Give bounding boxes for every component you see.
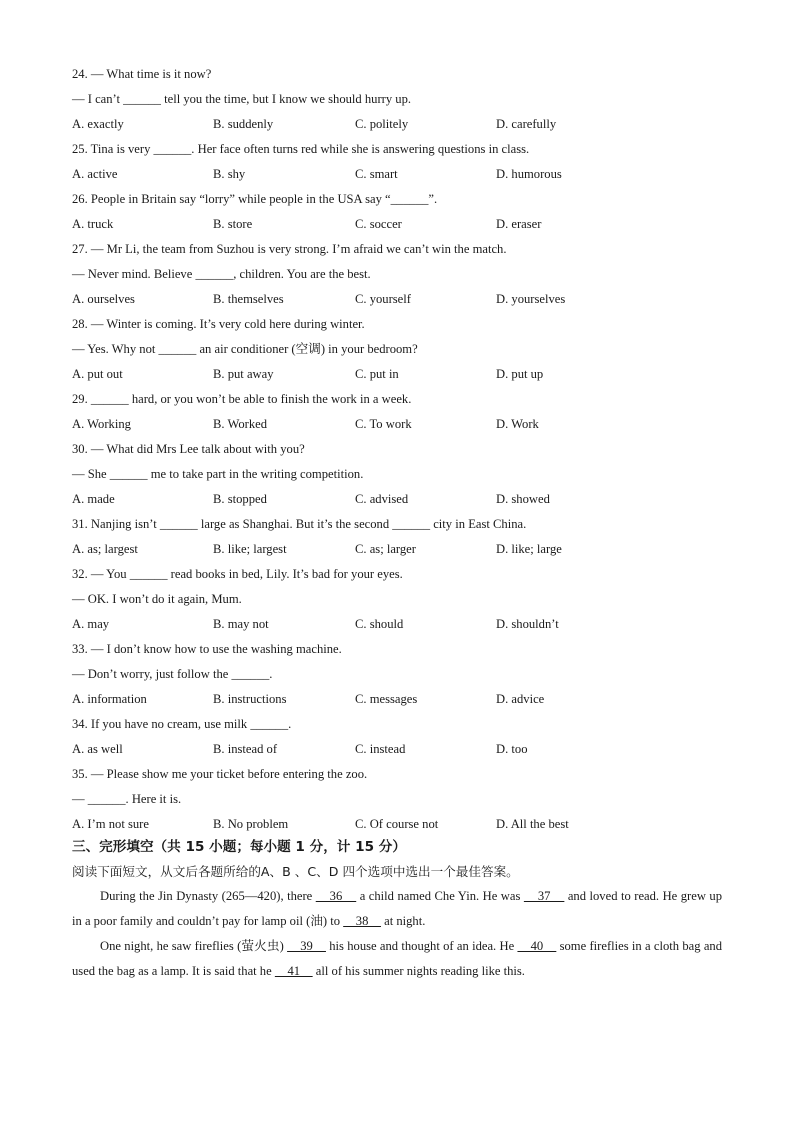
question-35-stem: 35. — Please show me your ticket before entering the zoo. <box>72 767 368 781</box>
blank-39[interactable]: 39 <box>287 939 326 953</box>
option-c[interactable]: C. messages <box>355 692 418 706</box>
option-a[interactable]: A. information <box>72 692 147 706</box>
question-35-reply: — ______. Here it is. <box>72 792 182 806</box>
option-d[interactable]: D. carefully <box>496 117 557 131</box>
passage-text: at night. <box>380 914 426 928</box>
question-27-stem: 27. — Mr Li, the team from Suzhou is very strong. I’m afraid we can’t win the match. <box>72 242 507 256</box>
option-a[interactable]: A. as well <box>72 742 123 756</box>
option-a[interactable]: A. made <box>72 492 115 506</box>
passage-paragraph-1 <box>72 884 722 934</box>
question-33-stem: 33. — I don’t know how to use the washing machine. <box>72 642 342 656</box>
question-32-reply: — OK. I won’t do it again, Mum. <box>72 592 242 606</box>
passage-text: One night, he saw fireflies (萤火虫) <box>100 939 288 953</box>
option-c[interactable]: C. smart <box>355 167 398 181</box>
option-d[interactable]: D. showed <box>496 492 550 506</box>
question-32-stem: 32. — You ______ read books in bed, Lily. It’s bad for your eyes. <box>72 567 403 581</box>
passage-paragraph-2 <box>72 934 722 984</box>
option-c[interactable]: C. put in <box>355 367 399 381</box>
option-a[interactable]: A. may <box>72 617 110 631</box>
option-b[interactable]: B. Worked <box>213 417 268 431</box>
option-b[interactable]: B. shy <box>213 167 246 181</box>
passage-text: During the Jin Dynasty (265—420), there <box>100 889 316 903</box>
option-d[interactable]: D. All the best <box>496 817 569 831</box>
option-a[interactable]: A. truck <box>72 217 114 231</box>
cloze-passage <box>72 884 722 984</box>
option-c[interactable]: C. as; larger <box>355 542 416 556</box>
option-b[interactable]: B. like; largest <box>213 542 287 556</box>
option-d[interactable]: D. like; large <box>496 542 562 556</box>
option-a[interactable]: A. Working <box>72 417 131 431</box>
blank-40[interactable]: 40 <box>517 939 557 953</box>
question-29-stem: 29. ______ hard, or you won’t be able to finish the work in a week. <box>72 392 412 406</box>
blank-37[interactable]: 37 <box>523 889 565 903</box>
passage-text: and loved to read. He grew up in a poor family and couldn’t pay for lamp oil (油) to <box>72 889 722 928</box>
option-b[interactable]: B. suddenly <box>213 117 274 131</box>
question-24-stem: 24. — What time is it now? <box>72 67 212 81</box>
option-d[interactable]: D. yourselves <box>496 292 566 306</box>
option-c[interactable]: C. soccer <box>355 217 402 231</box>
option-c[interactable]: C. should <box>355 617 404 631</box>
question-30-options <box>72 491 732 507</box>
option-d[interactable]: D. put up <box>496 367 544 381</box>
question-31-options <box>72 541 732 557</box>
passage-text: all of his summer nights reading like this. <box>312 964 525 978</box>
question-34-stem: 34. If you have no cream, use milk ______. <box>72 717 292 731</box>
option-b[interactable]: B. store <box>213 217 253 231</box>
blank-36[interactable]: 36 <box>315 889 357 903</box>
option-b[interactable]: B. stopped <box>213 492 267 506</box>
passage-text: a child named Che Yin. He was <box>356 889 524 903</box>
option-c[interactable]: C. politely <box>355 117 409 131</box>
question-27-options <box>72 291 732 307</box>
option-c[interactable]: C. Of course not <box>355 817 439 831</box>
option-a[interactable]: A. ourselves <box>72 292 135 306</box>
question-29-options <box>72 416 732 432</box>
option-c[interactable]: C. yourself <box>355 292 411 306</box>
option-d[interactable]: D. humorous <box>496 167 562 181</box>
question-26-stem: 26. People in Britain say “lorry” while people in the USA say “______”. <box>72 192 438 206</box>
question-26-options <box>72 216 732 232</box>
option-b[interactable]: B. No problem <box>213 817 289 831</box>
option-c[interactable]: C. instead <box>355 742 406 756</box>
question-30-reply: — She ______ me to take part in the writing competition. <box>72 467 364 481</box>
question-33-options <box>72 691 732 707</box>
option-d[interactable]: D. Work <box>496 417 539 431</box>
question-28-options <box>72 366 732 382</box>
section-instruction: 阅读下面短文，从文后各题所给的A、B 、C、D 四个选项中选出一个最佳答案。 <box>72 864 519 879</box>
question-25-options <box>72 166 732 182</box>
question-34-options <box>72 741 732 757</box>
question-35-options <box>72 816 732 832</box>
question-32-options <box>72 616 732 632</box>
option-d[interactable]: D. advice <box>496 692 545 706</box>
option-b[interactable]: B. may not <box>213 617 269 631</box>
question-33-reply: — Don’t worry, just follow the ______. <box>72 667 273 681</box>
option-a[interactable]: A. I’m not sure <box>72 817 149 831</box>
option-b[interactable]: B. instructions <box>213 692 287 706</box>
question-24-reply: — I can’t ______ tell you the time, but I know we should hurry up. <box>72 92 412 106</box>
option-a[interactable]: A. as; largest <box>72 542 138 556</box>
question-30-stem: 30. — What did Mrs Lee talk about with you? <box>72 442 305 456</box>
passage-text: some fireflies in a cloth bag and used the bag as a lamp. It is said that he <box>72 939 722 978</box>
option-a[interactable]: A. put out <box>72 367 123 381</box>
option-b[interactable]: B. themselves <box>213 292 284 306</box>
option-c[interactable]: C. advised <box>355 492 409 506</box>
question-31-stem: 31. Nanjing isn’t ______ large as Shanghai. But it’s the second ______ city in East China. <box>72 517 527 531</box>
section-heading: 三、完形填空（共 15 小题；每小题 1 分，计 15 分） <box>72 839 406 855</box>
question-28-reply: — Yes. Why not ______ an air conditioner (空调) in your bedroom? <box>72 342 418 356</box>
blank-41[interactable]: 41 <box>274 964 313 978</box>
option-d[interactable]: D. shouldn’t <box>496 617 559 631</box>
option-b[interactable]: B. instead of <box>213 742 278 756</box>
option-d[interactable]: D. too <box>496 742 528 756</box>
option-b[interactable]: B. put away <box>213 367 274 381</box>
question-24-options <box>72 116 732 132</box>
question-25-stem: 25. Tina is very ______. Her face often turns red while she is answering questions in class. <box>72 142 530 156</box>
option-d[interactable]: D. eraser <box>496 217 542 231</box>
option-a[interactable]: A. exactly <box>72 117 124 131</box>
question-28-stem: 28. — Winter is coming. It’s very cold here during winter. <box>72 317 365 331</box>
option-a[interactable]: A. active <box>72 167 118 181</box>
question-27-reply: — Never mind. Believe ______, children. You are the best. <box>72 267 371 281</box>
blank-38[interactable]: 38 <box>343 914 381 928</box>
option-c[interactable]: C. To work <box>355 417 412 431</box>
passage-text: his house and thought of an idea. He <box>325 939 518 953</box>
